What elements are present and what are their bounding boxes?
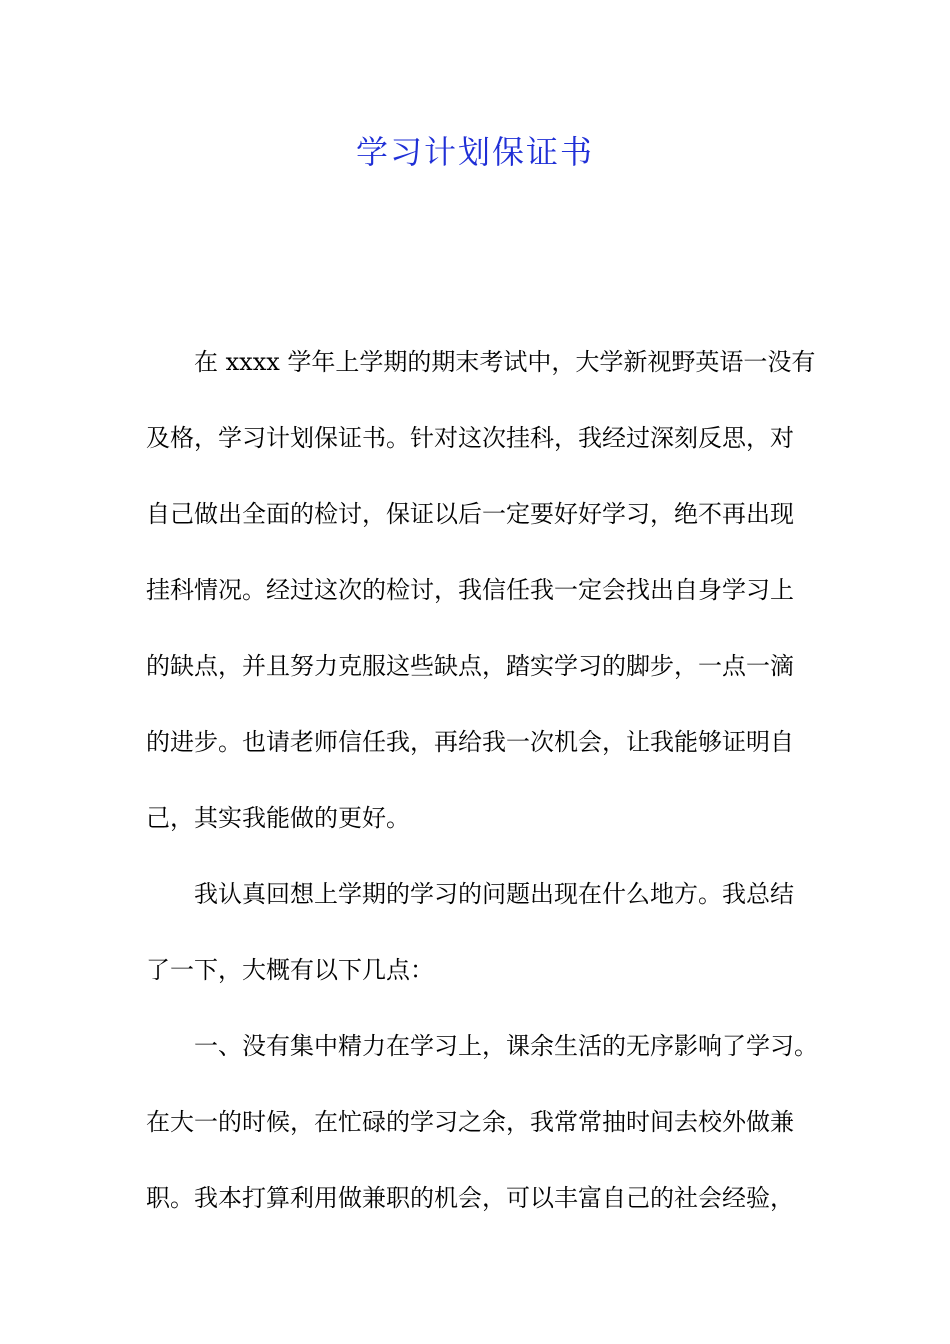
- text-line: 职。我本打算利用做兼职的机会，可以丰富自己的社会经验，: [146, 1184, 794, 1212]
- document-body: [146, 324, 818, 1236]
- text-line: 了一下，大概有以下几点：: [146, 956, 434, 984]
- text-line: 的缺点，并且努力克服这些缺点，踏实学习的脚步，一点一滴: [146, 652, 794, 680]
- text-line: 己，其实我能做的更好。: [146, 804, 410, 832]
- paragraph-3: [146, 1008, 818, 1236]
- paragraph-2: [146, 856, 806, 1008]
- text-line: 自己做出全面的检讨，保证以后一定要好好学习，绝不再出现: [146, 500, 794, 528]
- text-line: 一、没有集中精力在学习上，课余生活的无序影响了学习。: [194, 1032, 818, 1060]
- text-line: 我认真回想上学期的学习的问题出现在什么地方。我总结: [194, 880, 794, 908]
- text-line: 的进步。也请老师信任我，再给我一次机会，让我能够证明自: [146, 728, 794, 756]
- text-line: 挂科情况。经过这次的检讨，我信任我一定会找出自身学习上: [146, 576, 794, 604]
- text-line: 在大一的时候，在忙碌的学习之余，我常常抽时间去校外做兼: [146, 1108, 794, 1136]
- paragraph-1: [146, 324, 816, 856]
- text-line: 在 xxxx 学年上学期的期末考试中，大学新视野英语一没有: [194, 348, 816, 376]
- document-title: 学习计划保证书: [355, 133, 594, 171]
- text-line: 及格，学习计划保证书。针对这次挂科，我经过深刻反思，对: [146, 424, 794, 452]
